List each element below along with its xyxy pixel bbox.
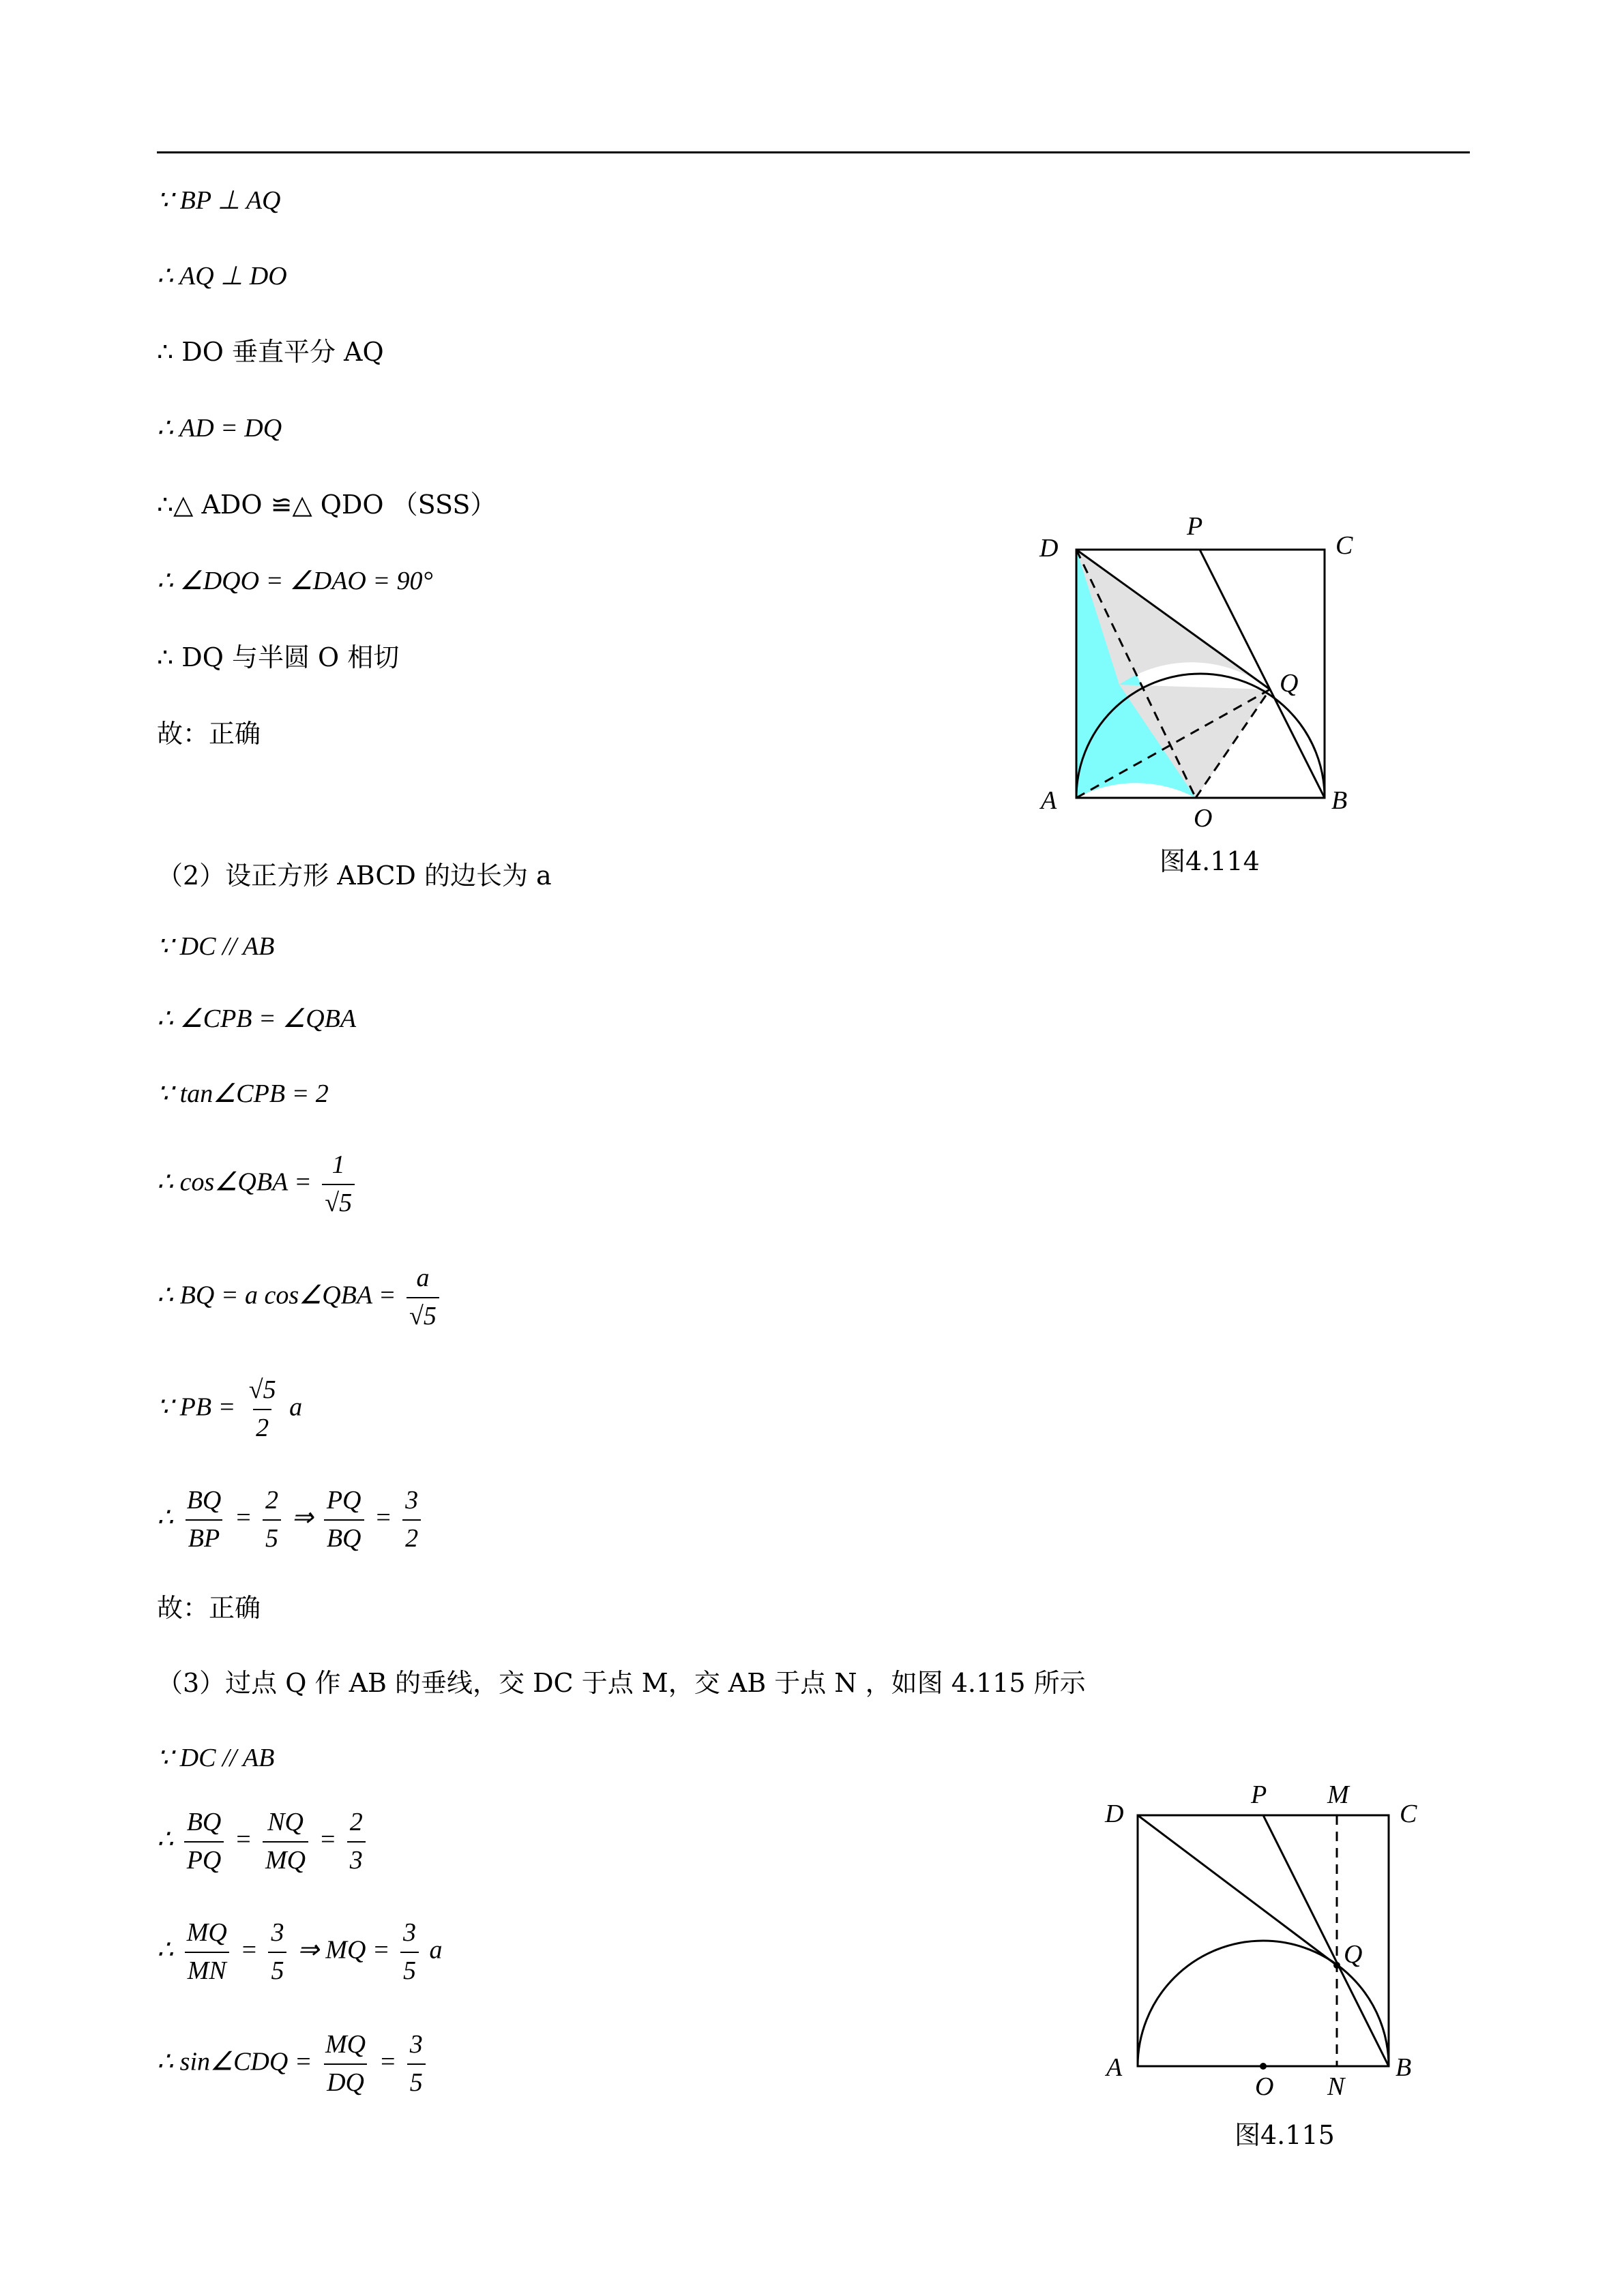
label-b: B bbox=[1331, 786, 1348, 815]
label-c: C bbox=[1400, 1800, 1417, 1828]
fraction bbox=[263, 1485, 281, 1554]
proof2-line6 bbox=[157, 1375, 302, 1444]
numerator: a bbox=[416, 1264, 430, 1292]
denominator: 2 bbox=[402, 1519, 421, 1555]
proof2-line5-lhs: ∴ BQ = a cos∠QBA = bbox=[157, 1281, 396, 1310]
fraction bbox=[322, 1150, 355, 1219]
proof2-line4 bbox=[157, 1150, 359, 1219]
proof2-line2: ∴ ∠CPB = ∠QBA bbox=[157, 1004, 357, 1033]
fraction bbox=[268, 1918, 286, 1986]
numerator: 3 bbox=[403, 1918, 417, 1947]
denominator: 2 bbox=[253, 1409, 271, 1444]
proof2-line6-rhs: a bbox=[289, 1392, 303, 1422]
proof1-line7: ∴ DQ 与半圆 O 相切 bbox=[157, 642, 400, 672]
figure-4-115-caption: 图4.115 bbox=[1235, 2120, 1335, 2150]
point-q bbox=[1333, 1962, 1340, 1969]
fraction bbox=[407, 1263, 439, 1332]
denominator: √5 bbox=[407, 1297, 439, 1332]
fraction bbox=[263, 1807, 308, 1876]
proof2-intro: （2）设正方形 ABCD 的边长为 a bbox=[157, 861, 552, 891]
figure-4-115 bbox=[1091, 1773, 1446, 2114]
denominator: MN bbox=[185, 1952, 229, 1987]
proof3-line1: ∵ DC // AB bbox=[157, 1744, 275, 1772]
numerator: 3 bbox=[409, 2030, 423, 2059]
denominator: 5 bbox=[268, 1952, 286, 1987]
denominator: √5 bbox=[322, 1184, 355, 1219]
proof3-intro: （3）过点 Q 作 AB 的垂线，交 DC 于点 M，交 AB 于点 N ，如图 4.115 所示 bbox=[157, 1668, 1086, 1698]
label-q: Q bbox=[1344, 1940, 1363, 1969]
label-m: M bbox=[1327, 1780, 1349, 1809]
proof2-line4-lhs: ∴ cos∠QBA = bbox=[157, 1167, 312, 1197]
fraction bbox=[323, 2029, 368, 2098]
header-rule bbox=[157, 151, 1470, 153]
proof2-line7 bbox=[157, 1485, 425, 1554]
label-b: B bbox=[1396, 2053, 1412, 2082]
label-n: N bbox=[1327, 2072, 1345, 2101]
numerator: PQ bbox=[326, 1486, 361, 1515]
proof2-line1: ∵ DC // AB bbox=[157, 932, 275, 961]
proof1-line1: ∵ BP ⊥ AQ bbox=[157, 186, 281, 215]
proof1-line6: ∴ ∠DQO = ∠DAO = 90° bbox=[157, 567, 433, 595]
denominator: DQ bbox=[324, 2063, 367, 2099]
fraction bbox=[184, 1918, 230, 1986]
equals-sign: = bbox=[234, 1503, 252, 1532]
segment-pb bbox=[1263, 1815, 1389, 2066]
proof1-line3: ∴ DO 垂直平分 AQ bbox=[157, 337, 384, 367]
therefore-symbol: ∴ bbox=[157, 1825, 174, 1854]
therefore-symbol: ∴ bbox=[157, 1935, 174, 1965]
proof2-conclusion: 故：正确 bbox=[157, 1593, 261, 1623]
denominator: 5 bbox=[400, 1952, 419, 1987]
figure-4-114 bbox=[1023, 505, 1405, 859]
fraction bbox=[400, 1918, 419, 1986]
equals-sign: = bbox=[240, 1935, 258, 1965]
proof2-line3: ∵ tan∠CPB = 2 bbox=[157, 1079, 329, 1108]
label-d: D bbox=[1039, 534, 1059, 563]
numerator: 3 bbox=[405, 1486, 419, 1515]
numerator: BQ bbox=[186, 1808, 222, 1836]
numerator: 2 bbox=[349, 1808, 363, 1836]
equals-sign: = bbox=[379, 2047, 397, 2076]
denominator: BP bbox=[186, 1519, 222, 1555]
proof1-line5: ∴△ ADO ≌△ QDO （SSS） bbox=[157, 490, 497, 520]
fraction bbox=[347, 1807, 366, 1876]
equals-sign: = bbox=[374, 1503, 392, 1532]
numerator: MQ bbox=[186, 1918, 227, 1947]
proof3-line4-lhs: ∴ sin∠CDQ = bbox=[157, 2047, 312, 2076]
fraction bbox=[184, 1485, 224, 1554]
equals-sign: = bbox=[234, 1825, 252, 1854]
proof3-line4 bbox=[157, 2029, 430, 2098]
fraction bbox=[246, 1375, 279, 1444]
numerator: BQ bbox=[186, 1486, 222, 1515]
proof3-line3-mid: ⇒ MQ = bbox=[297, 1935, 390, 1965]
label-a: A bbox=[1106, 2053, 1123, 2082]
label-o: O bbox=[1255, 2072, 1274, 2101]
proof2-line5 bbox=[157, 1263, 443, 1332]
numerator: MQ bbox=[325, 2030, 366, 2059]
denominator: MQ bbox=[263, 1841, 308, 1877]
numerator: NQ bbox=[267, 1808, 304, 1836]
point-o bbox=[1260, 2063, 1267, 2070]
numerator: 2 bbox=[265, 1486, 278, 1515]
numerator: 3 bbox=[271, 1918, 284, 1947]
proof1-line4: ∴ AD = DQ bbox=[157, 414, 282, 443]
fraction bbox=[407, 2029, 426, 2098]
proof3-line2 bbox=[157, 1807, 370, 1876]
denominator: PQ bbox=[184, 1841, 224, 1877]
denominator: 3 bbox=[347, 1841, 366, 1877]
numerator: √5 bbox=[248, 1375, 276, 1404]
proof2-line6-lhs: ∵ PB = bbox=[157, 1392, 236, 1422]
fraction bbox=[184, 1807, 224, 1876]
label-c: C bbox=[1335, 531, 1353, 560]
denominator: 5 bbox=[407, 2063, 426, 2099]
label-a: A bbox=[1041, 786, 1057, 815]
denominator: 5 bbox=[263, 1519, 281, 1555]
label-q: Q bbox=[1280, 669, 1299, 698]
implies-symbol: ⇒ bbox=[291, 1503, 314, 1532]
fraction bbox=[324, 1485, 364, 1554]
denominator: BQ bbox=[324, 1519, 364, 1555]
numerator: 1 bbox=[331, 1150, 345, 1179]
label-o: O bbox=[1194, 804, 1213, 833]
label-p: P bbox=[1187, 512, 1203, 541]
equals-sign: = bbox=[319, 1825, 337, 1854]
proof1-line2: ∴ AQ ⊥ DO bbox=[157, 262, 287, 290]
proof1-conclusion: 故：正确 bbox=[157, 719, 261, 749]
fraction bbox=[402, 1485, 421, 1554]
proof3-line3 bbox=[157, 1918, 443, 1986]
label-d: D bbox=[1105, 1800, 1124, 1828]
figure-4-114-caption: 图4.114 bbox=[1160, 846, 1260, 876]
therefore-symbol: ∴ bbox=[157, 1503, 174, 1532]
label-p: P bbox=[1251, 1780, 1267, 1809]
proof3-line3-rhs: a bbox=[429, 1935, 443, 1965]
